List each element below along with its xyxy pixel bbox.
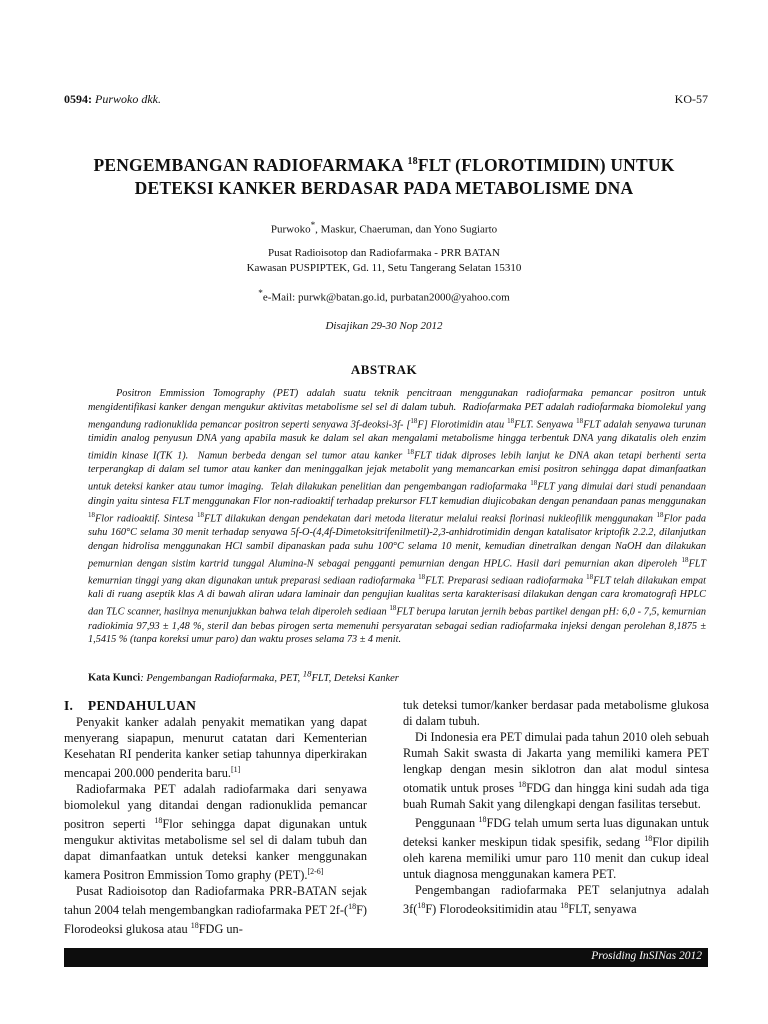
- paper-code: 0594:: [64, 92, 92, 106]
- header-page-id: KO-57: [674, 92, 708, 106]
- intro-heading: I. PENDAHULUAN: [64, 698, 197, 713]
- paper-title: [40, 150, 728, 200]
- abstract-text: Positron Emmission Tomography (PET) adalah suatu teknik pencitraan menggunakan radiofarmaka pemancar positron untuk mengidentifikasi kanker dengan mengukur aktivitas metabolisme sel sel di dalam tubuh. Radiofarmaka PET adalah radiofarmaka biomolekul yang mengandung radionuklida pemancar positron seperti senyawa 3f-deoksi-3f- [$^{18}$F] Florotimidin atau $^{18}$FLT. Senyawa $^{18}$FLT adalah senyawa turunan timidin analog penyusun DNA yang apabila masuk ke dalam sel akan mengalami metabolisme hingga terbentuk DNA yang dikatalis oleh enzim timidin kinase I(TK 1). Namun berbeda dengan sel tumor atau kanker $^{18}$FLT tidak diproses lebih lanjut ke DNA akan tetapi berhenti serta terperangkap di dalam sel tumor atau kanker dan meninggalkan jejak metabolit yang memancarkan emisi positron sehingga dapat dimanfaatkan untuk deteksi kanker atau tumor imaging. Telah dilakukan penelitian dan pengembangan radiofarmaka $^{18}$FLT yang dimulai dari studi penandaan dingin yaitu sintesa FLT menggunakan Flor non-radioaktif terhadap prekursor FLT kemudian diujicobakan dengan penandaan panas menggunakan $^{18}$Flor radioaktif. Sintesa $^{18}$FLT dilakukan dengan pendekatan dari metoda literatur melalui reaksi florinasi nukleofilik menggunakan $^{18}$Flor pada suhu 160°C selama 30 menit terhadap senyawa 5f-O-(4,4f-Dimetoksitrifenilmetil)-2,3-anhidrotimidin dengan katalisator kriptofik 2.2.2, dilanjutkan dengan hidrolisa menggunakan HCl sambil dipanaskan pada suhu 100°C selama 10 menit, kemudian dinetralkan dengan NaOH dan dilakukan pemurnian dengan sistim kartrid tunggal Alumina-N sebagai pengganti pemurnian dengan HPLC. Hasil dari pemurnian akan diperoleh $^{18}$FLT kemurnian tinggi yang akan digunakan untuk preparasi sediaan radiofarmaka $^{18}$FLT. Preparasi sediaan radiofarmaka $^{18}$FLT telah dilakukan empat kali di ruang aseptik klas A di bawah aliran udara laminair dan pengujian kualitas serta karakterisasi dilakukan dengan cara kromatografi HPLC dan TLC scanner, hasilnya menunjukkan bahwa telah diperoleh sediaan $^{18}$FLT berupa larutan jernih bebas partikel dengan pH: 6,0 - 7,5, kemurnian radiokimia 97,93 ± 1,48 %, steril dan bebas pirogen serta memenuhi persyaratan sebagai sedian radiofarmaka injeksi dengan perolehan 8,1875 ± 1,5415 % (tanpa koreksi umur paro) dan waktu proses selama 73 ± 4 menit.: [88, 388, 707, 646]
- intro-paragraph: Radiofarmaka PET adalah radiofarmaka dari senyawa biomolekul yang ditandai dengan radionuklida pemancar positron seperti $^{18}$Flor sehingga dapat digunakan untuk mengukur aktivitas metabolisme sel sel di dalam tubuh dan dapat dimanfaatkan untuk deteksi kanker menggunakan kamera Positron Emmission Tomo graphy (PET).[2-6]: [64, 782, 368, 883]
- intro-paragraph: Pengembangan radiofarmaka PET selanjutnya adalah 3f($^{18}$F) Florodeoksitimidin atau $^{18}$FLT, senyawa: [403, 883, 709, 917]
- affiliation-line1: Pusat Radioisotop dan Radiofarmaka - PRR BATAN: [268, 247, 500, 259]
- email-mark: *: [258, 288, 263, 298]
- title-sup: 18: [407, 156, 418, 167]
- author-rest: , Maskur, Chaeruman, dan Yono Sugiarto: [315, 223, 498, 236]
- header-authors: Purwoko dkk.: [95, 92, 161, 106]
- intro-left-column: [64, 698, 367, 937]
- title-line2: DETEKSI KANKER BERDASAR PADA METABOLISME DNA: [134, 177, 634, 198]
- header-left: [64, 92, 161, 107]
- keywords-label: Kata Kunci: [88, 672, 141, 684]
- affiliation-line2: Kawasan PUSPIPTEK, Gd. 11, Setu Tangerang Selatan 15310: [246, 262, 522, 274]
- intro-right-column: [403, 697, 709, 917]
- intro-paragraph: Penggunaan $^{18}$FDG telah umum serta luas digunakan untuk deteksi kanker meskipun tidak spesifik, sedang $^{18}$Flor dipilih oleh karena memiliki umur paro 110 menit dan cukup ideal untuk diagnosa menggunakan kamera PET.: [403, 815, 709, 882]
- title-line1-post: FLT (FLOROTIMIDIN) UNTUK: [417, 154, 675, 175]
- keywords-text: : Pengembangan Radiofarmaka, PET, $^{18}$FLT, Deteksi Kanker: [140, 668, 399, 684]
- email-text: e-Mail: purwk@batan.go.id, purbatan2000@yahoo.com: [262, 291, 510, 304]
- intro-paragraph: Di Indonesia era PET dimulai pada tahun 2010 oleh sebuah Rumah Sakit swasta di Jakarta yang memiliki kamera PET lengkap dengan mesin siklotron dan alat modul sintesa otomatik untuk proses $^{18}$FDG dan hingga kini sudah ada tiga buah Rumah Sakit yang dilengkapi dengan fasilitas tersebut.: [403, 730, 710, 812]
- abstract-heading: ABSTRAK: [350, 362, 418, 377]
- keywords: [88, 668, 706, 684]
- title-line1-pre: PENGEMBANGAN RADIOFARMAKA: [93, 154, 408, 175]
- footer-bar: [64, 948, 708, 967]
- author-mark: *: [310, 220, 316, 230]
- intro-paragraph-continued: tuk deteksi tumor/kanker berdasar pada metabolisme glukosa di dalam tubuh.: [403, 698, 709, 728]
- author-list: [0, 218, 768, 238]
- contact-email: [0, 286, 768, 306]
- intro-paragraph: Pusat Radioisotop dan Radiofarmaka PRR-BATAN sejak tahun 2004 telah mengembangkan radiofarmaka PET 2f-($^{18}$F) Florodeoksi glukosa atau $^{18}$FDG un-: [64, 884, 367, 937]
- intro-paragraph: Penyakit kanker adalah penyakit mematikan yang dapat menyerang siapapun, menurut catatan dari Kementerian Kesehatan RI penderita kanker setiap tahunnya diperkirakan mencapai 200.000 penderita baru.[1]: [64, 715, 367, 781]
- footer-text: Prosiding InSINas 2012: [591, 950, 702, 962]
- author-first: Purwoko: [270, 223, 311, 236]
- running-header: [64, 92, 708, 107]
- affiliation: [0, 246, 768, 276]
- presented-date: Disajikan 29-30 Nop 2012: [325, 320, 443, 332]
